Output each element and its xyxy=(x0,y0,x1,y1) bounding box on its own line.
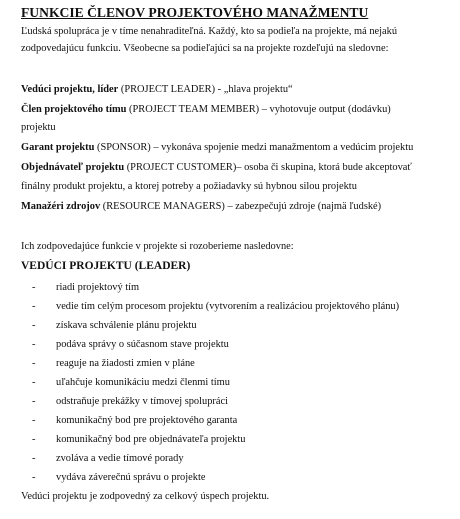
role-term: Garant projektu xyxy=(21,142,95,153)
section-heading: VEDÚCI PROJEKTU (LEADER) xyxy=(21,260,191,272)
list-item-text: vydáva záverečnú správu o projekte xyxy=(56,472,206,483)
list-item-text: komunikačný bod pre objednávateľa projektu xyxy=(56,434,246,445)
bullet-marker: - xyxy=(32,472,36,483)
list-item-text: komunikačný bod pre projektového garanta xyxy=(56,415,238,426)
list-item xyxy=(32,357,195,371)
list-item xyxy=(32,395,228,409)
bullet-marker: - xyxy=(32,415,36,426)
role-description: (PROJECT TEAM MEMBER) – vyhotovuje output (dodávku) xyxy=(126,104,391,115)
list-item-text: zvoláva a vedie tímové porady xyxy=(56,453,184,464)
bullet-marker: - xyxy=(32,320,36,331)
page-title: FUNKCIE ČLENOV PROJEKTOVÉHO MANAŽMENTU xyxy=(21,5,369,20)
bullet-marker: - xyxy=(32,396,36,407)
bullet-marker: - xyxy=(32,358,36,369)
list-item xyxy=(32,471,205,485)
role-definition xyxy=(21,121,56,135)
role-term: Člen projektového tímu xyxy=(21,104,127,115)
list-item-text: uľahčuje komunikáciu medzi členmi tímu xyxy=(56,377,230,388)
list-item-text: podáva správy o súčasnom stave projektu xyxy=(56,339,229,350)
intro-line: Ľudská spolupráca je v tíme nenahraditeľná. Každý, kto sa podieľa na projekte, má nejakú xyxy=(21,26,398,37)
list-item xyxy=(32,452,184,466)
list-item xyxy=(32,300,399,314)
bullet-marker: - xyxy=(32,339,36,350)
role-definition xyxy=(21,141,413,155)
bullet-marker: - xyxy=(32,301,36,312)
role-description: (PROJECT LEADER) - „hlava projektu“ xyxy=(118,84,293,95)
intro-line: zodpovedajúcu funkciu. Všeobecne sa podieľajúci sa na projekte rozdeľujú na sledovne: xyxy=(21,43,389,54)
role-description: (RESOURCE MANAGERS) – zabezpečujú zdroje (najmä ľudské) xyxy=(100,201,382,212)
sub-intro: Ich zodpovedajúce funkcie v projekte si rozoberieme nasledovne: xyxy=(21,241,294,252)
role-definition xyxy=(21,180,357,194)
role-term: Vedúci projektu, líder xyxy=(21,84,119,95)
list-item-text: reaguje na žiadosti zmien v pláne xyxy=(56,358,195,369)
list-item xyxy=(32,376,230,390)
role-description: (SPONSOR) – vykonáva spojenie medzi manažmentom a vedúcim projektu xyxy=(94,142,414,153)
role-description: projektu xyxy=(21,122,56,133)
role-definition xyxy=(21,103,391,117)
role-description: finálny produkt projektu, a ktorej potreby a požiadavky sú hybnou silou projektu xyxy=(21,181,357,192)
role-definition xyxy=(21,200,381,214)
list-item-text: odstraňuje prekážky v tímovej spolupráci xyxy=(56,396,228,407)
bullet-marker: - xyxy=(32,282,36,293)
bullet-marker: - xyxy=(32,434,36,445)
closing-sentence: Vedúci projektu je zodpovedný za celkový úspech projektu. xyxy=(21,491,270,502)
list-item-text: vedie tím celým procesom projektu (vytvorením a realizáciou projektového plánu) xyxy=(56,301,400,312)
role-term: Objednávateľ projektu xyxy=(21,162,125,173)
bullet-marker: - xyxy=(32,453,36,464)
list-item xyxy=(32,414,237,428)
list-item xyxy=(32,319,197,333)
list-item-text: získava schválenie plánu projektu xyxy=(56,320,197,331)
role-definition xyxy=(21,161,412,175)
list-item xyxy=(32,338,229,352)
list-item xyxy=(32,281,139,295)
bullet-marker: - xyxy=(32,377,36,388)
role-definition xyxy=(21,83,293,97)
role-description: (PROJECT CUSTOMER)– osoba či skupina, ktorá bude akceptovať xyxy=(124,162,412,173)
list-item xyxy=(32,433,245,447)
role-term: Manažéri zdrojov xyxy=(21,201,101,212)
list-item-text: riadi projektový tím xyxy=(56,282,140,293)
